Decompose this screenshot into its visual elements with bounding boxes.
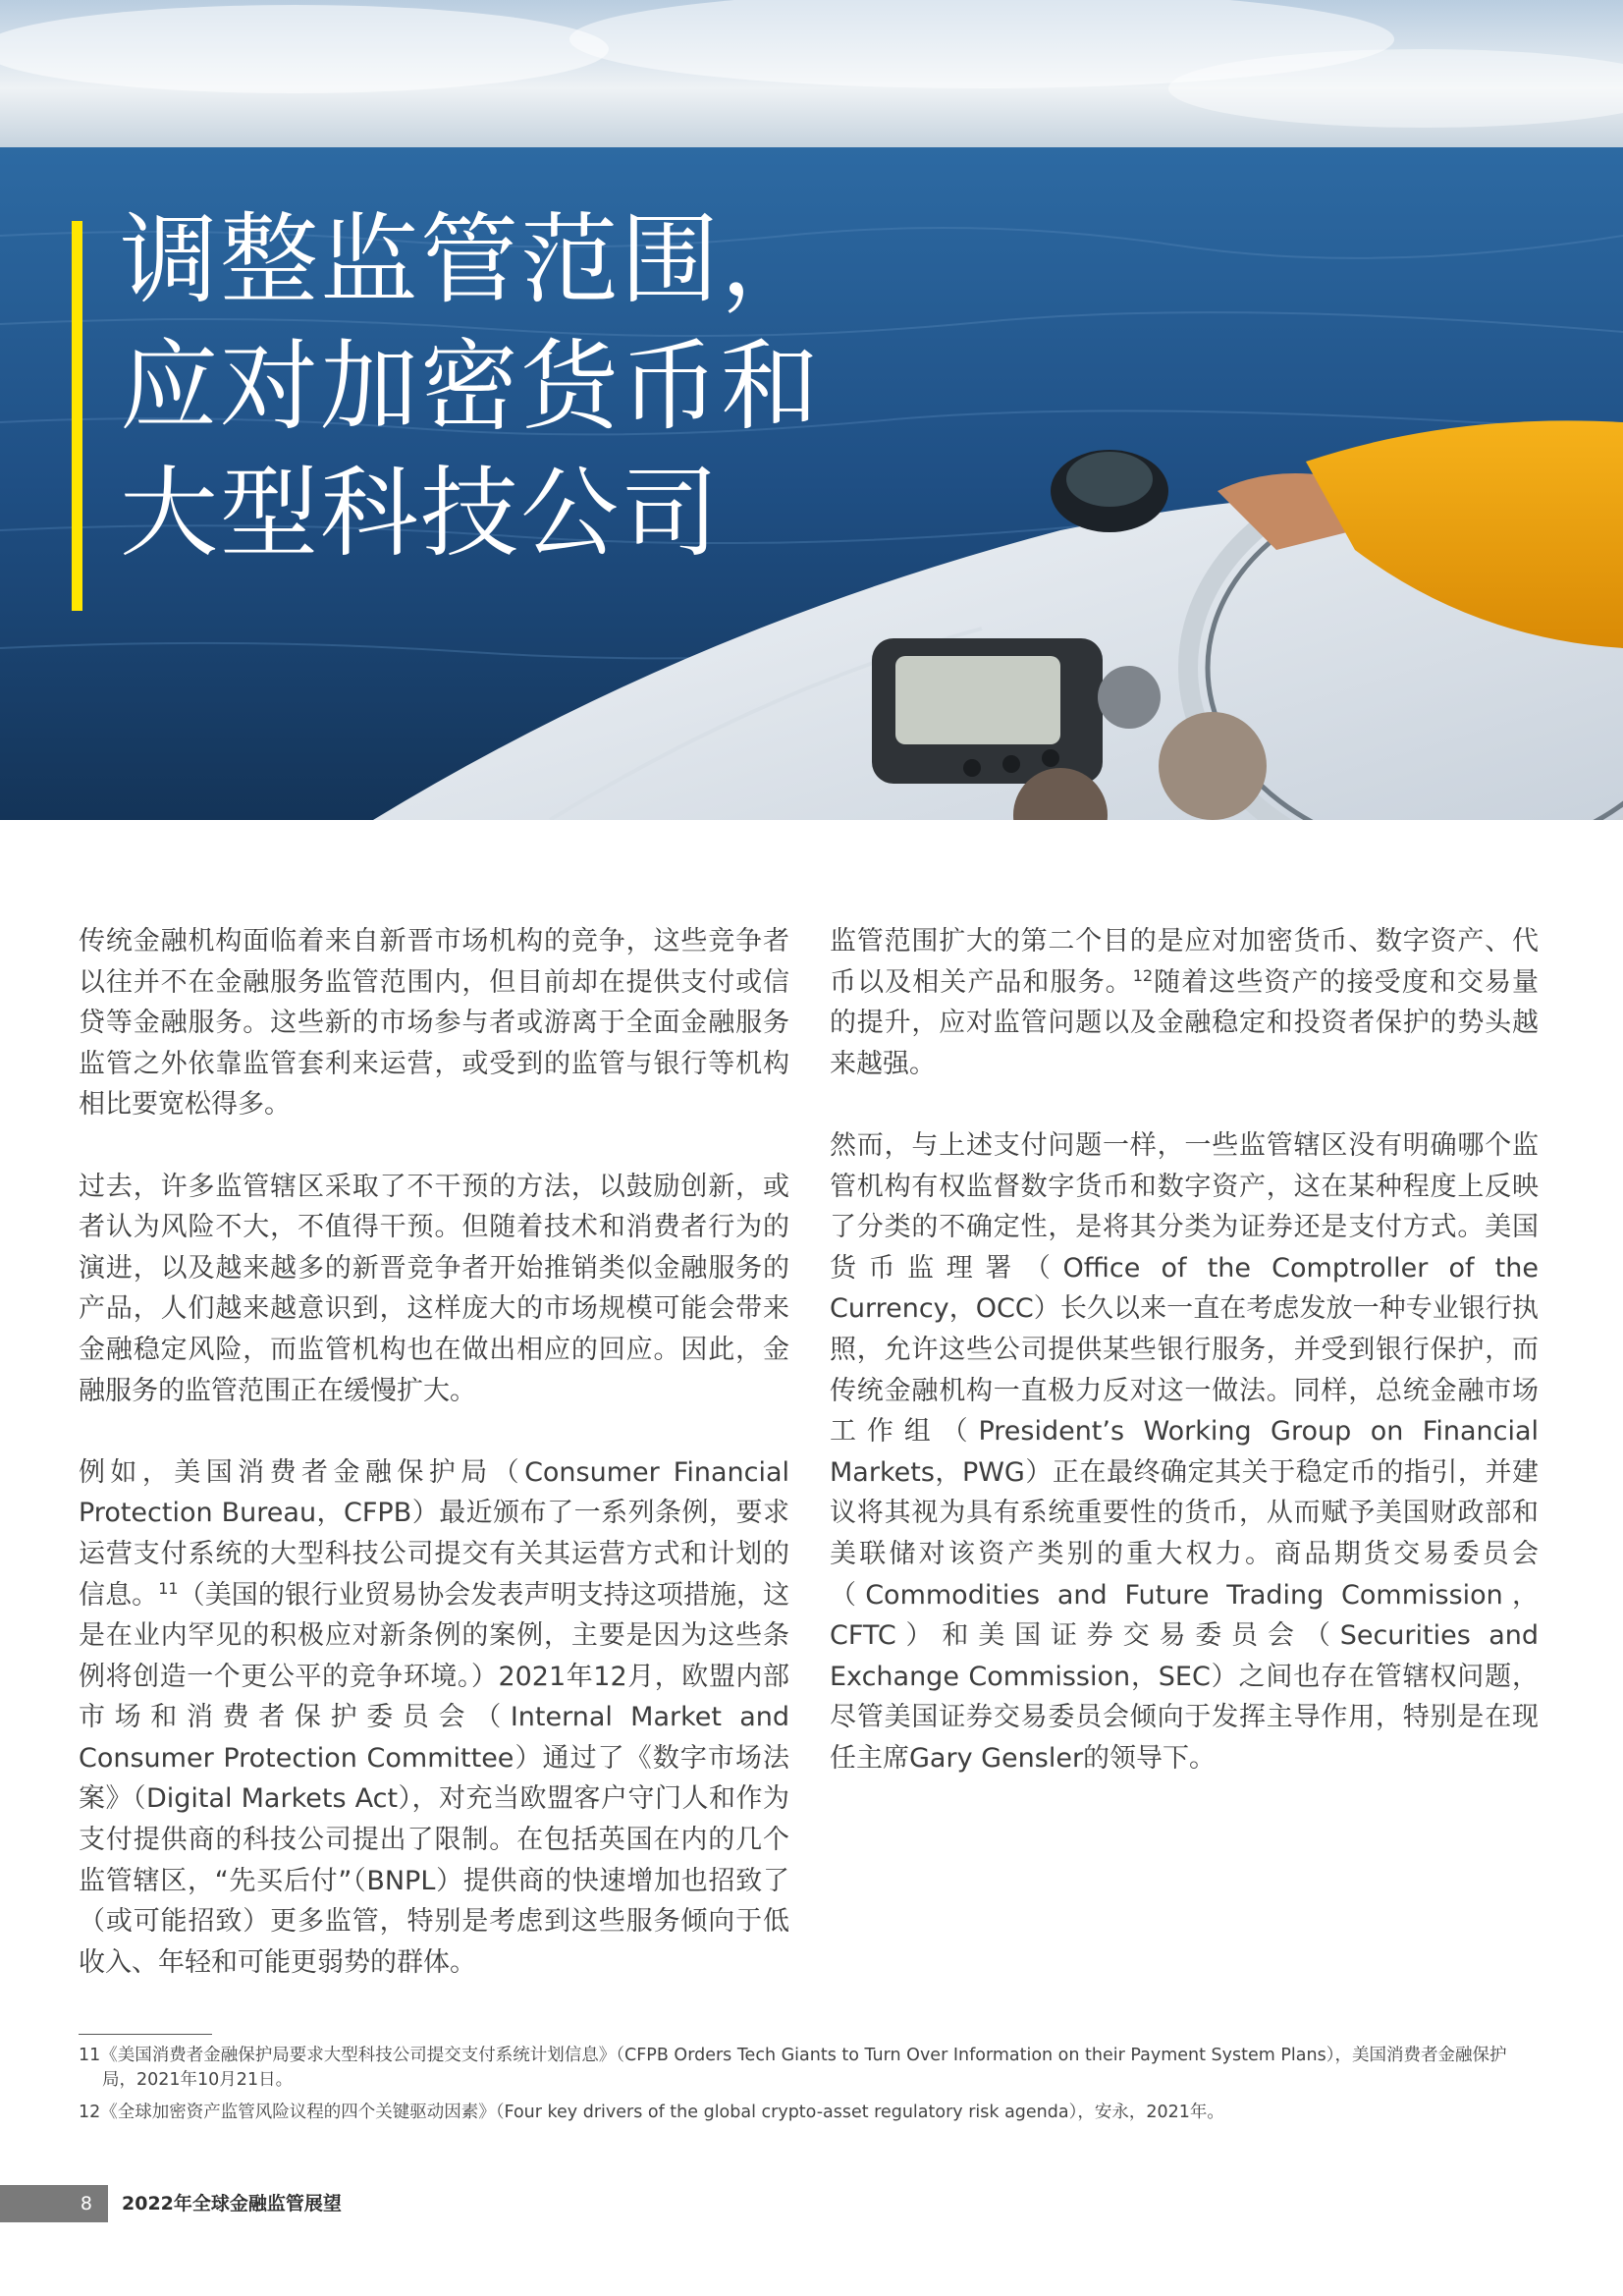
right-paragraph-1-text-a: 监管范围扩大的第二个目的是应对加密货币、数字资产、代币以及相关产品和服务。 (830, 926, 1539, 998)
right-paragraph-2: 然而，与上述支付问题一样，一些监管辖区没有明确哪个监管机构有权监督数字货币和数字资产，这在某种程度上反映了分类的不确定性，是将其分类为证券还是支付方式。美国货币监理署（Office of the Comptroller of the Currency，OCC）长久以来一直在考虑发放一种专业银行执照，允许这些公司提供某些银行服务，并受到银行保护，而传统金融机构一直极力反对这一做法。同样，总统金融市场工作组（President’s Working Group on Financial Markets，PWG）正在最终确定其关于稳定币的指引，并建议将其视为具有系统重要性的货币，从而赋予美国财政部和美联储对该资产类别的重大权力。商品期货交易委员会（Commodities and Future Trading Commission，CFTC）和美国证券交易委员会（Securities and Exchange Commission，SEC）之间也存在管辖权问题，尽管美国证券交易委员会倾向于发挥主导作用，特别是在现任主席Gary Gensler的领导下。 (830, 1129, 1539, 1774)
page-title (120, 196, 866, 576)
footnote-divider (79, 2034, 212, 2035)
left-paragraph-3-text-a: 例如，美国消费者金融保护局（Consumer Financial Protection Bureau，CFPB）最近颁布了一系列条例，要求运营支付系统的大型科技公司提交有关其运营方式和计划的信息。 (79, 1456, 789, 1611)
right-paragraph-1-text-b: 随着这些资产的接受度和交易量的提升，应对监管问题以及金融稳定和投资者保护的势头越来越强。 (830, 966, 1540, 1079)
title-accent-bar (72, 221, 82, 611)
right-paragraph-1 (830, 921, 1539, 1084)
page-footer (0, 2185, 1623, 2222)
footnote-11: 11《美国消费者金融保护局要求大型科技公司提交支付系统计划信息》（CFPB Orders Tech Giants to Turn Over Information on their Payment System Plans），美国消费者金融保护局，2021年10月21日。 (79, 2046, 1507, 2090)
left-column (79, 921, 789, 2024)
footnote-12: 12《全球加密资产监管风险议程的四个关键驱动因素》（Four key drivers of the global crypto-asset regulatory risk agenda），安永，2021年。 (79, 2103, 1224, 2122)
left-paragraph-2: 过去，许多监管辖区采取了不干预的方法，以鼓励创新，或者认为风险不大，不值得干预。但随着技术和消费者行为的演进，以及越来越多的新晋竞争者开始推销类似金融服务的产品，人们越来越意识到，这样庞大的市场规模可能会带来金融稳定风险，而监管机构也在做出相应的回应。因此，金融服务的监管范围正在缓慢扩大。 (79, 1171, 789, 1406)
title-line-3: 大型科技公司 (120, 456, 721, 571)
title-line-2: 应对加密货币和 (120, 329, 821, 444)
right-column (830, 921, 1539, 1820)
footnotes (79, 2044, 1532, 2133)
left-paragraph-3-text-b: （美国的银行业贸易协会发表声明支持这项措施，这是在业内罕见的积极应对新条例的案例，主要是因为这些条例将创造一个更公平的竞争环境。）2021年12月，欧盟内部市场和消费者保护委员会（Internal Market and Consumer Protection Committee）通过了《数字市场法案》（Digital Markets Act），对充当欧盟客户守门人和作为支付提供商的科技公司提出了限制。在包括英国在内的几个监管辖区，“先买后付”（BNPL）提供商的快速增加也招致了（或可能招致）更多监管，特别是考虑到这些服务倾向于低收入、年轻和可能更弱势的群体。 (79, 1579, 790, 1978)
left-paragraph-3 (79, 1452, 789, 1984)
publication-title: 2022年全球金融监管展望 (122, 2193, 342, 2214)
left-paragraph-1: 传统金融机构面临着来自新晋市场机构的竞争，这些竞争者以往并不在金融服务监管范围内，但目前却在提供支付或信贷等金融服务。这些新的市场参与者或游离于全面金融服务监管之外依靠监管套利来运营，或受到的监管与银行等机构相比要宽松得多。 (79, 926, 789, 1121)
page-number: 8 (0, 2185, 108, 2222)
footnote-ref-12[interactable]: 12 (1132, 965, 1154, 985)
footnote-ref-11[interactable]: 11 (158, 1578, 179, 1598)
title-line-1: 调整监管范围， (120, 202, 821, 317)
